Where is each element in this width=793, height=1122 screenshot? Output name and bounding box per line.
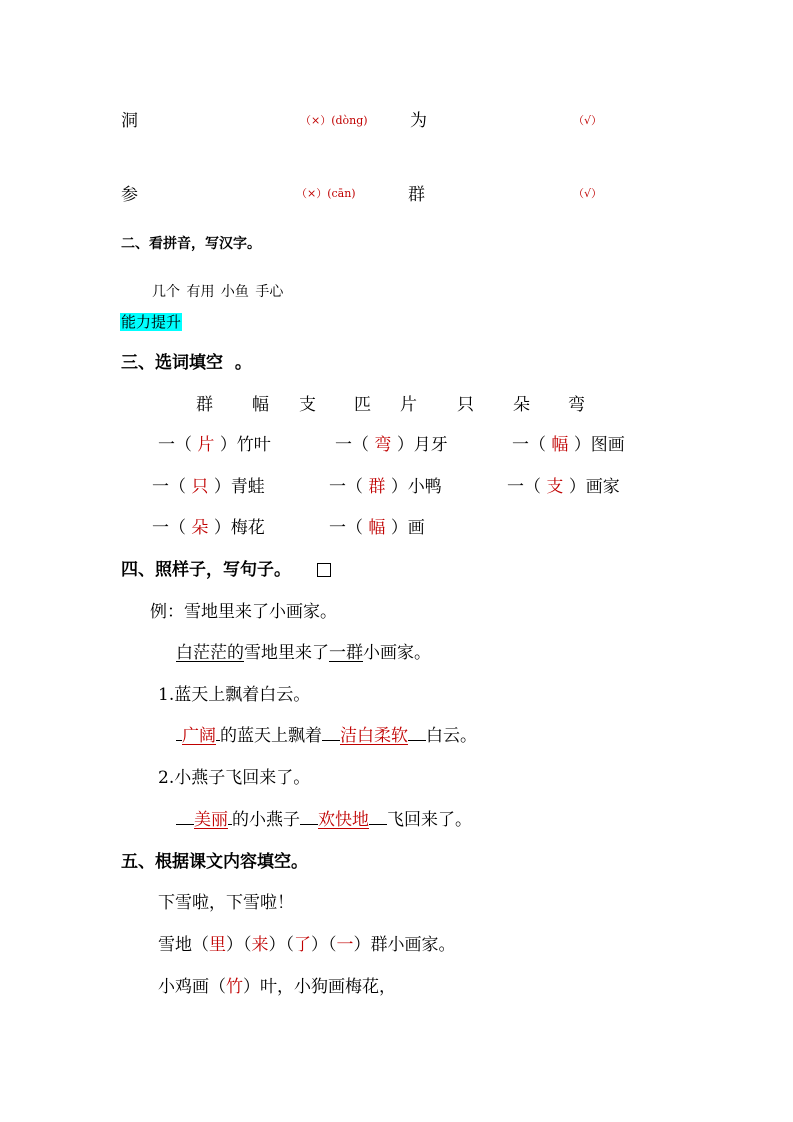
example-sentence: 例：雪地里来了小画家。 bbox=[150, 602, 337, 622]
section4-title: 四、照样子，写句子。 bbox=[121, 555, 331, 580]
fill-item: 一（ 幅 ）画 bbox=[329, 518, 425, 538]
section2-title: 二、看拼音，写汉字。 bbox=[121, 236, 261, 252]
fill-item: 一（ 群 ）小鸭 bbox=[329, 477, 442, 497]
word-choice-0: 群 bbox=[196, 395, 213, 415]
fill-item: 一（ 只 ）青蛙 bbox=[152, 477, 265, 497]
text-line-2: 雪地（里）（来）（了）（一）群小画家。 bbox=[158, 935, 456, 955]
char-dong: 洞 bbox=[121, 111, 138, 131]
ability-highlight: 能力提升 bbox=[121, 313, 182, 331]
answer-2: 美丽 的小燕子 欢快地 飞回来了。 bbox=[176, 805, 472, 830]
answer-dong: （×）(dòng) bbox=[300, 114, 368, 127]
fill-item: 一（ 支 ）画家 bbox=[507, 477, 620, 497]
word-choice-4: 片 bbox=[400, 395, 417, 415]
text-line-1: 下雪啦，下雪啦！ bbox=[158, 893, 294, 913]
word-choice-2: 支 bbox=[299, 395, 316, 415]
text-line-3: 小鸡画（竹）叶，小狗画梅花， bbox=[158, 977, 396, 997]
word-choice-6: 朵 bbox=[513, 395, 530, 415]
answer-qun: （√） bbox=[573, 187, 603, 200]
checkbox-icon bbox=[317, 563, 331, 577]
word-choice-7: 弯 bbox=[568, 395, 585, 415]
fill-item: 一（ 朵 ）梅花 bbox=[152, 518, 265, 538]
word-choice-1: 幅 bbox=[252, 395, 269, 415]
example-answer: 白茫茫的雪地里来了一群小画家。 bbox=[176, 643, 431, 663]
fill-item: 一（ 幅 ）图画 bbox=[512, 435, 625, 455]
char-qun: 群 bbox=[408, 185, 425, 205]
char-wei: 为 bbox=[410, 111, 427, 131]
answer-wei: （√） bbox=[573, 114, 603, 127]
section5-title: 五、根据课文内容填空。 bbox=[121, 852, 308, 872]
fill-item: 一（ 片 ）竹叶 bbox=[158, 435, 271, 455]
word-choice-3: 匹 bbox=[354, 395, 371, 415]
answer-1: 广阔 的蓝天上飘着 洁白柔软 白云。 bbox=[176, 721, 477, 746]
fill-item: 一（ 弯 ）月牙 bbox=[335, 435, 448, 455]
answer-can: （×）(cān) bbox=[296, 187, 356, 200]
question-1: 1.蓝天上飘着白云。 bbox=[158, 685, 311, 705]
section3-title: 三、选词填空 。 bbox=[121, 353, 252, 373]
word-choice-5: 只 bbox=[457, 395, 474, 415]
section2-answers: 几个 有用 小鱼 手心 bbox=[152, 284, 284, 300]
char-can: 参 bbox=[121, 185, 138, 205]
question-2: 2.小燕子飞回来了。 bbox=[158, 768, 311, 788]
